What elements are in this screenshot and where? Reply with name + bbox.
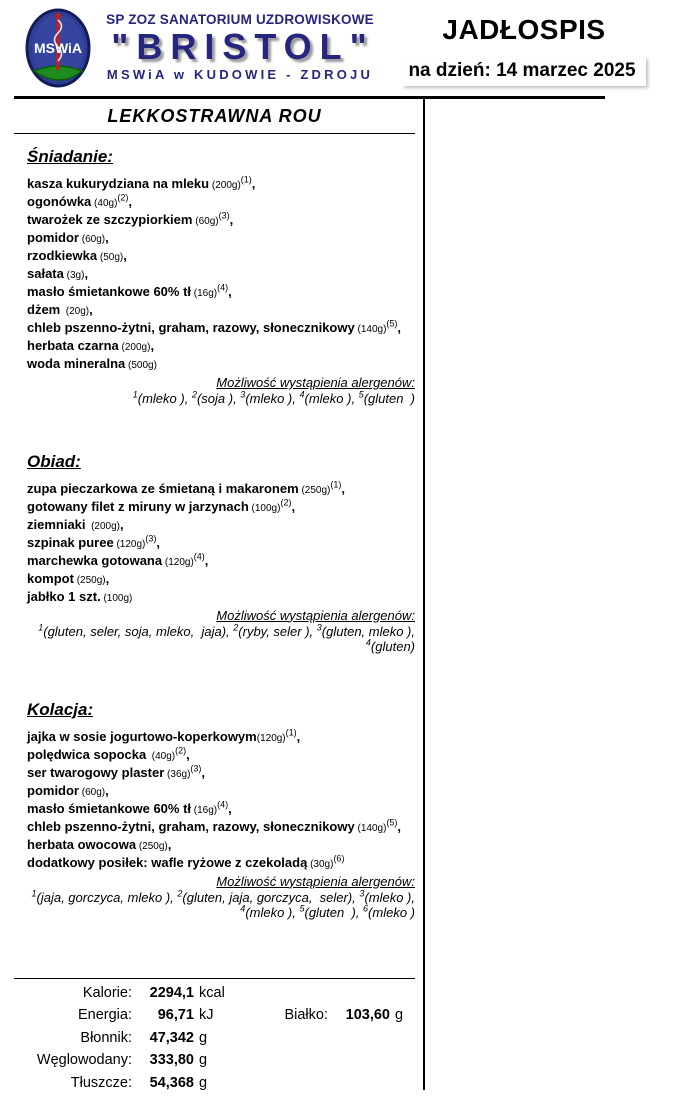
nutrition-rows xyxy=(14,985,415,1092)
diet-title: LEKKOSTRAWNA ROU xyxy=(107,106,322,126)
nutrition-summary xyxy=(14,978,415,1092)
menu-item: kasza kukurydziana na mleku $(200g)^{(1)}$, xyxy=(27,174,256,191)
menu-item: chleb pszenno-żytni, graham, razowy, słonecznikowy $(140g)^{(5)}$, xyxy=(27,817,402,834)
logo-text: MSWiA xyxy=(33,40,83,56)
menu-item: chleb pszenno-żytni, graham, razowy, słonecznikowy $(140g)^{(5)}$, xyxy=(27,318,402,335)
nutrition-row: Kalorie: 2294,1 kcal xyxy=(82,984,225,1001)
menu-item: herbata czarna (200g), xyxy=(27,338,155,353)
document-date: na dzień: 14 marzec 2025 xyxy=(402,57,645,86)
nutrition-row: Energia: 96,71 kJ Białko: 103,60 g xyxy=(77,1007,404,1023)
nutrition-row: Tłuszcze: 54,368 g xyxy=(70,1074,208,1091)
nutrition-extra: Białko: 103,60 g xyxy=(284,1007,404,1023)
meal-section xyxy=(14,699,415,921)
menu-item: pomidor (60g), xyxy=(27,782,109,798)
allergen-line: $^1$(jaja, gorczyca, mleko ), $^2$(gluten, jaja, gorczyca, seler), $^3$(mleko ), xyxy=(31,888,415,905)
menu-item: polędwica sopocka $(40g)^{(2)}$, xyxy=(27,745,190,762)
title-rule xyxy=(14,133,415,134)
menu-item: woda mineralna (500g) xyxy=(27,356,157,371)
menu-item: masło śmietankowe 60% tł $(16g)^{(4)}$, xyxy=(27,282,232,299)
document-title-block xyxy=(378,14,670,86)
mswia-sanatorium-logo-icon xyxy=(24,7,94,92)
allergen-heading: Możliwość wystąpienia alergenów: xyxy=(216,375,415,390)
organization-line1: SP ZOZ SANATORIUM UZDROWISKOWE xyxy=(106,12,374,27)
menu-item: ser twarogowy plaster $(36g)^{(3)}$, xyxy=(27,763,206,780)
menu-item: rzodkiewka (50g), xyxy=(27,248,127,263)
menu-item: masło śmietankowe 60% tł $(16g)^{(4)}$, xyxy=(27,799,232,816)
meal-heading: Obiad: xyxy=(27,451,81,471)
meals-container xyxy=(14,146,415,921)
menu-item: pomidor (60g), xyxy=(27,230,109,245)
meal-section xyxy=(14,451,415,655)
organization-block xyxy=(95,12,385,82)
document-title: JADŁOSPIS xyxy=(442,14,606,45)
allergen-line: $^4$(mleko ), $^5$(gluten ), $^6$(mleko ) xyxy=(240,903,415,920)
meal-items xyxy=(27,176,415,374)
menu-item: jajka w sosie jogurtowo-$koperkowym(120g)^{(1)}$, xyxy=(27,727,301,744)
organization-line2: MSWiA w KUDOWIE - ZDROJU xyxy=(106,66,374,82)
menu-item: twarożek ze szczypiorkiem $(60g)^{(3)}$, xyxy=(27,210,234,227)
menu-item: ziemniaki (200g), xyxy=(27,516,124,532)
nutrition-rule xyxy=(14,978,415,979)
allergen-line: $^1$(mleko ), $^2$(soja ), $^3$(mleko ), $^4$(mleko ), $^5$(gluten ) xyxy=(132,389,415,406)
menu-item: herbata owocowa (250g), xyxy=(27,836,172,852)
allergen-heading: Możliwość wystąpienia alergenów: xyxy=(216,607,415,623)
nutrition-row: Błonnik: 47,342 g xyxy=(80,1029,208,1046)
meal-heading: Kolacja: xyxy=(27,699,94,719)
menu-item: dodatkowy posiłek: wafle ryżowe z czekoladą $(30g)^{(6)}$ xyxy=(27,853,345,870)
menu-item: dżem (20g), xyxy=(27,302,93,317)
menu-item: ogonówka $(40g)^{(2)}$, xyxy=(27,192,133,209)
menu-item: marchewka gotowana $(120g)^{(4)}$, xyxy=(27,551,209,568)
menu-item: jabłko 1 szt. (100g) xyxy=(27,588,133,604)
allergen-line: $^1$(gluten, seler, soja, mleko, jaja), $^2$(ryby, seler ), $^3$(gluten, mleko ), xyxy=(38,622,415,639)
menu-item: zupa pieczarkowa ze śmietaną i makaronem $(250g)^{(1)}$, xyxy=(27,479,345,496)
top-rule xyxy=(14,96,605,99)
menu-item: sałata (3g), xyxy=(27,266,89,281)
menu-column xyxy=(14,100,415,921)
allergen-line: $^4$(gluten) xyxy=(365,637,415,654)
organization-name: "BRISTOL" xyxy=(111,26,375,67)
column-divider-line xyxy=(423,99,425,1090)
meal-items xyxy=(27,481,415,607)
nutrition-row: Węglowodany: 333,80 g xyxy=(36,1052,208,1068)
menu-item: kompot (250g), xyxy=(27,570,110,586)
meal-section xyxy=(14,146,415,407)
menu-item: szpinak puree $(120g)^{(3)}$, xyxy=(27,533,161,550)
menu-item: gotowany filet z miruny w jarzynach $(100g)^{(2)}$, xyxy=(27,497,296,514)
meal-items xyxy=(27,729,415,873)
allergen-heading: Możliwość wystąpienia alergenów: xyxy=(216,873,415,889)
meal-heading: Śniadanie: xyxy=(27,147,113,166)
